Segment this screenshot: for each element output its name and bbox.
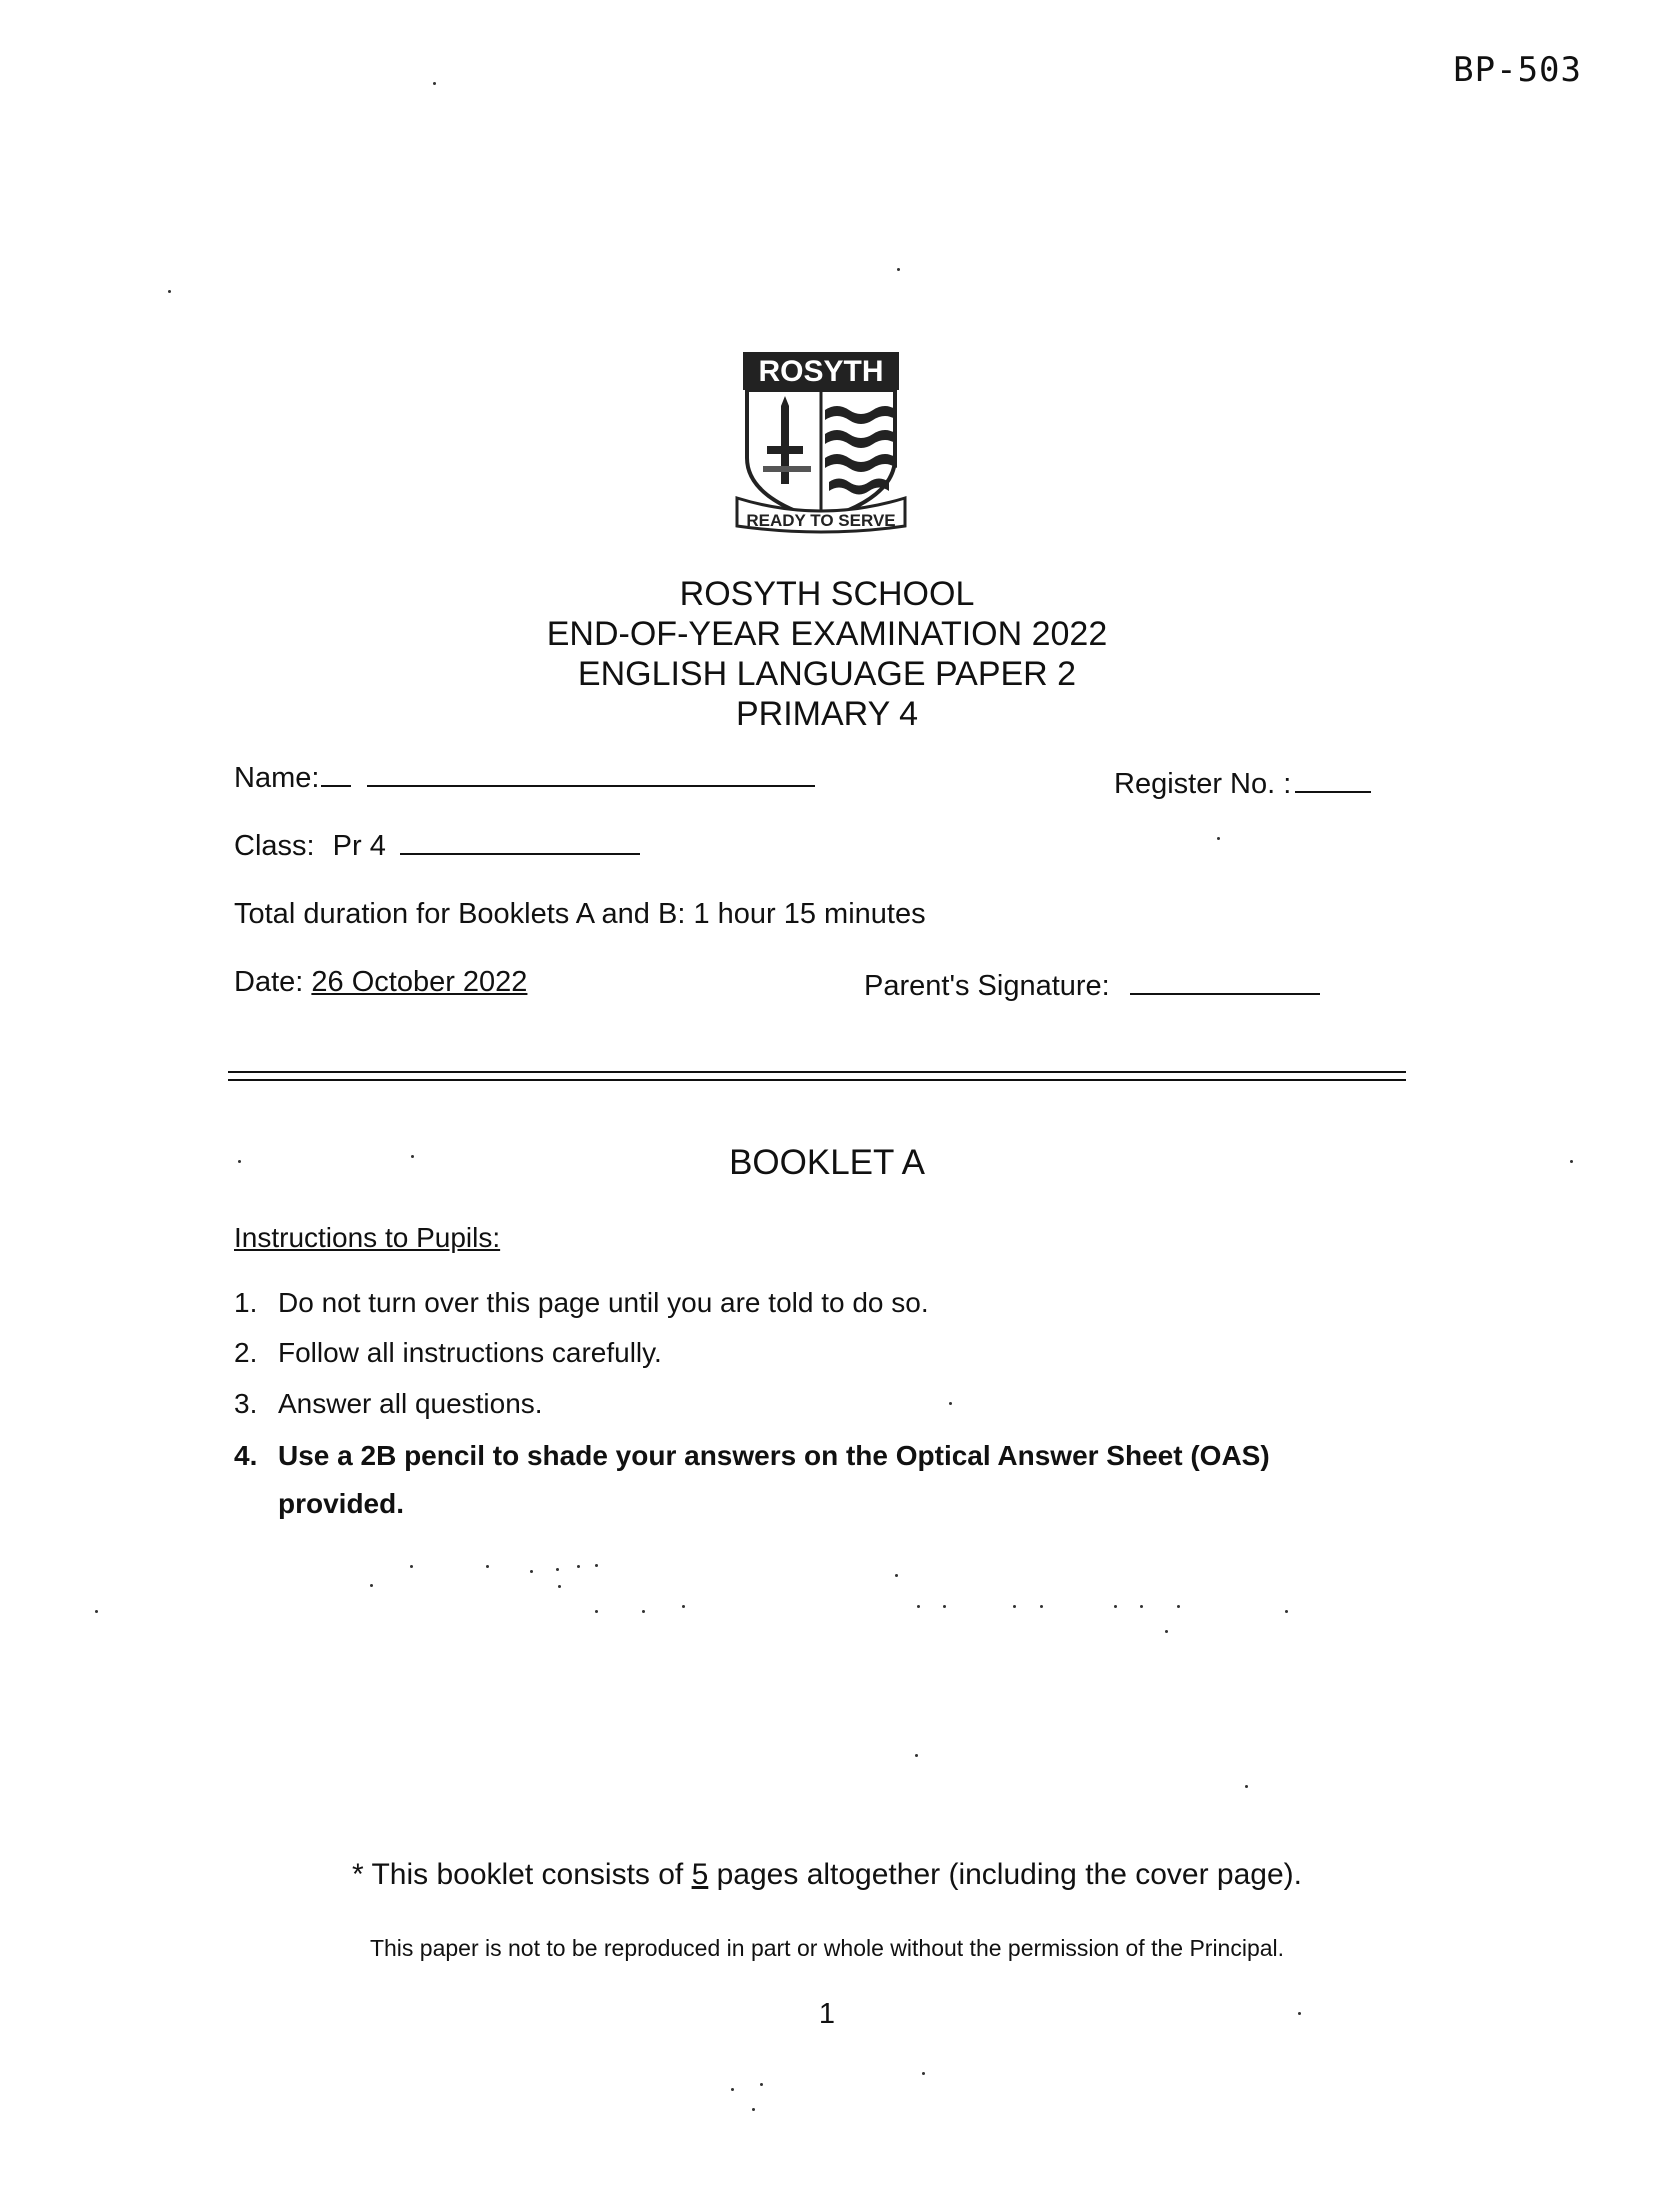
date-field bbox=[234, 966, 527, 999]
instructions-heading: Instructions to Pupils: bbox=[234, 1222, 501, 1253]
crest-banner-text: ROSYTH bbox=[758, 355, 884, 388]
exam-name: END-OF-YEAR EXAMINATION 2022 bbox=[546, 615, 1108, 653]
signature-line[interactable] bbox=[1130, 993, 1320, 995]
school-crest-logo bbox=[733, 348, 909, 536]
divider-rule bbox=[228, 1071, 1406, 1073]
instruction-item bbox=[234, 1337, 662, 1369]
page-count-note-pre: * This booklet consists of bbox=[351, 1858, 692, 1891]
document-code: BP-503 bbox=[1453, 50, 1582, 90]
school-name: ROSYTH SCHOOL bbox=[679, 575, 975, 613]
level-name: PRIMARY 4 bbox=[735, 695, 919, 733]
instruction-item bbox=[234, 1388, 543, 1420]
page-number: 1 bbox=[818, 1998, 836, 2030]
instruction-text-continued: provided. bbox=[278, 1488, 405, 1519]
instruction-text: Follow all instructions carefully. bbox=[278, 1337, 662, 1368]
page-count-note-post: pages altogether (including the cover page). bbox=[708, 1858, 1302, 1891]
signature-field bbox=[864, 970, 1320, 1003]
divider-rule-second bbox=[228, 1079, 1406, 1081]
name-line[interactable] bbox=[367, 785, 815, 787]
instruction-item bbox=[234, 1440, 1270, 1472]
page-count-value: 5 bbox=[691, 1858, 709, 1891]
paper-name: ENGLISH LANGUAGE PAPER 2 bbox=[577, 655, 1077, 693]
instruction-number: 3. bbox=[234, 1388, 258, 1419]
register-label: Register No. : bbox=[1114, 768, 1292, 800]
booklet-heading: BOOKLET A bbox=[729, 1143, 925, 1182]
date-label: Date: bbox=[234, 966, 304, 998]
page-count-note bbox=[0, 1858, 1654, 1892]
instruction-text: Do not turn over this page until you are told to do so. bbox=[278, 1287, 929, 1318]
instruction-text: Answer all questions. bbox=[278, 1388, 543, 1419]
signature-label: Parent's Signature: bbox=[864, 970, 1110, 1002]
name-line-short bbox=[321, 785, 351, 787]
instruction-item bbox=[234, 1287, 929, 1319]
class-value: Pr 4 bbox=[332, 830, 386, 862]
instruction-text: Use a 2B pencil to shade your answers on the Optical Answer Sheet (OAS) bbox=[278, 1440, 1270, 1471]
date-value: 26 October 2022 bbox=[311, 966, 528, 998]
instruction-number: 1. bbox=[234, 1287, 258, 1318]
register-line[interactable] bbox=[1295, 791, 1371, 793]
name-label: Name: bbox=[234, 762, 320, 794]
class-field bbox=[234, 830, 640, 863]
exam-title-block bbox=[0, 574, 1654, 734]
crest-motto-text: READY TO SERVE bbox=[746, 511, 896, 530]
instruction-number: 2. bbox=[234, 1337, 258, 1368]
duration-text: Total duration for Booklets A and B: 1 hour 15 minutes bbox=[234, 898, 926, 930]
class-label: Class: bbox=[234, 830, 315, 862]
register-field bbox=[1114, 768, 1371, 801]
instruction-number: 4. bbox=[234, 1440, 258, 1471]
class-line[interactable] bbox=[400, 853, 640, 855]
reproduction-notice: This paper is not to be reproduced in part or whole without the permission of the Principal. bbox=[369, 1935, 1285, 1961]
name-field bbox=[234, 762, 815, 795]
